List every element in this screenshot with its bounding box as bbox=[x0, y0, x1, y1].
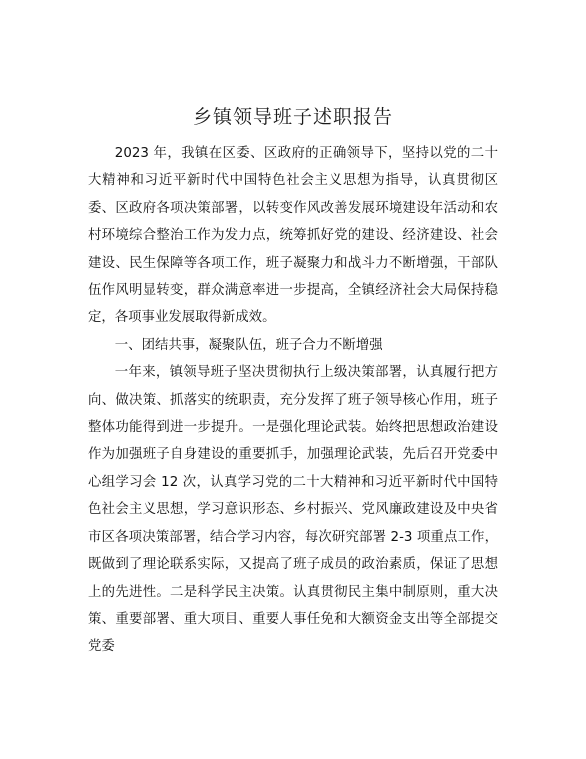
section-heading-1: 一、团结共事，凝聚队伍，班子合力不断增强 bbox=[114, 337, 383, 353]
document-title: 乡镇领导班子述职报告 bbox=[192, 106, 393, 128]
paragraph-intro: 2023 年，我镇在区委、区政府的正确领导下，坚持以党的二十大精神和习近平新时代中国特色社会主义思想为指导，认真贯彻区委、区政府各项决策部署，以转变作风改善发展环境建设年活动和农村环境综合整治工作为发力点，统筹抓好党的建设、经济建设、社会建设、民生保障等各项工作，班子凝聚力和战斗力不断增强，干部队伍作风明显转变，群众满意率进一步提高，全镇经济社会大局保持稳定，各项事业发展取得新成效。 bbox=[88, 146, 498, 326]
document-body bbox=[88, 140, 498, 661]
paragraph-section-1: 一年来，镇领导班子坚决贯彻执行上级决策部署，认真履行把方向、做决策、抓落实的统职责，充分发挥了班子领导核心作用，班子整体功能得到进一步提升。一是强化理论武装。始终把思想政治建设作为加强班子自身建设的重要抓手，加强理论武装，先后召开党委中心组学习会 12 次，认真学习党的二十大精神和习近平新时代中国特色社会主义思想，学习意识形态、乡村振兴、党风廉政建设及中央省市区各项决策部署，结合学习内容，每次研究部署 2-3 项重点工作，既做到了理论联系实际，又提高了班子成员的政治素质，保证了思想上的先进性。二是科学民主决策。认真贯彻民主集中制原则，重大决策、重要部署、重大项目、重要人事任免和大额资金支出等全部提交党委 bbox=[88, 365, 498, 655]
